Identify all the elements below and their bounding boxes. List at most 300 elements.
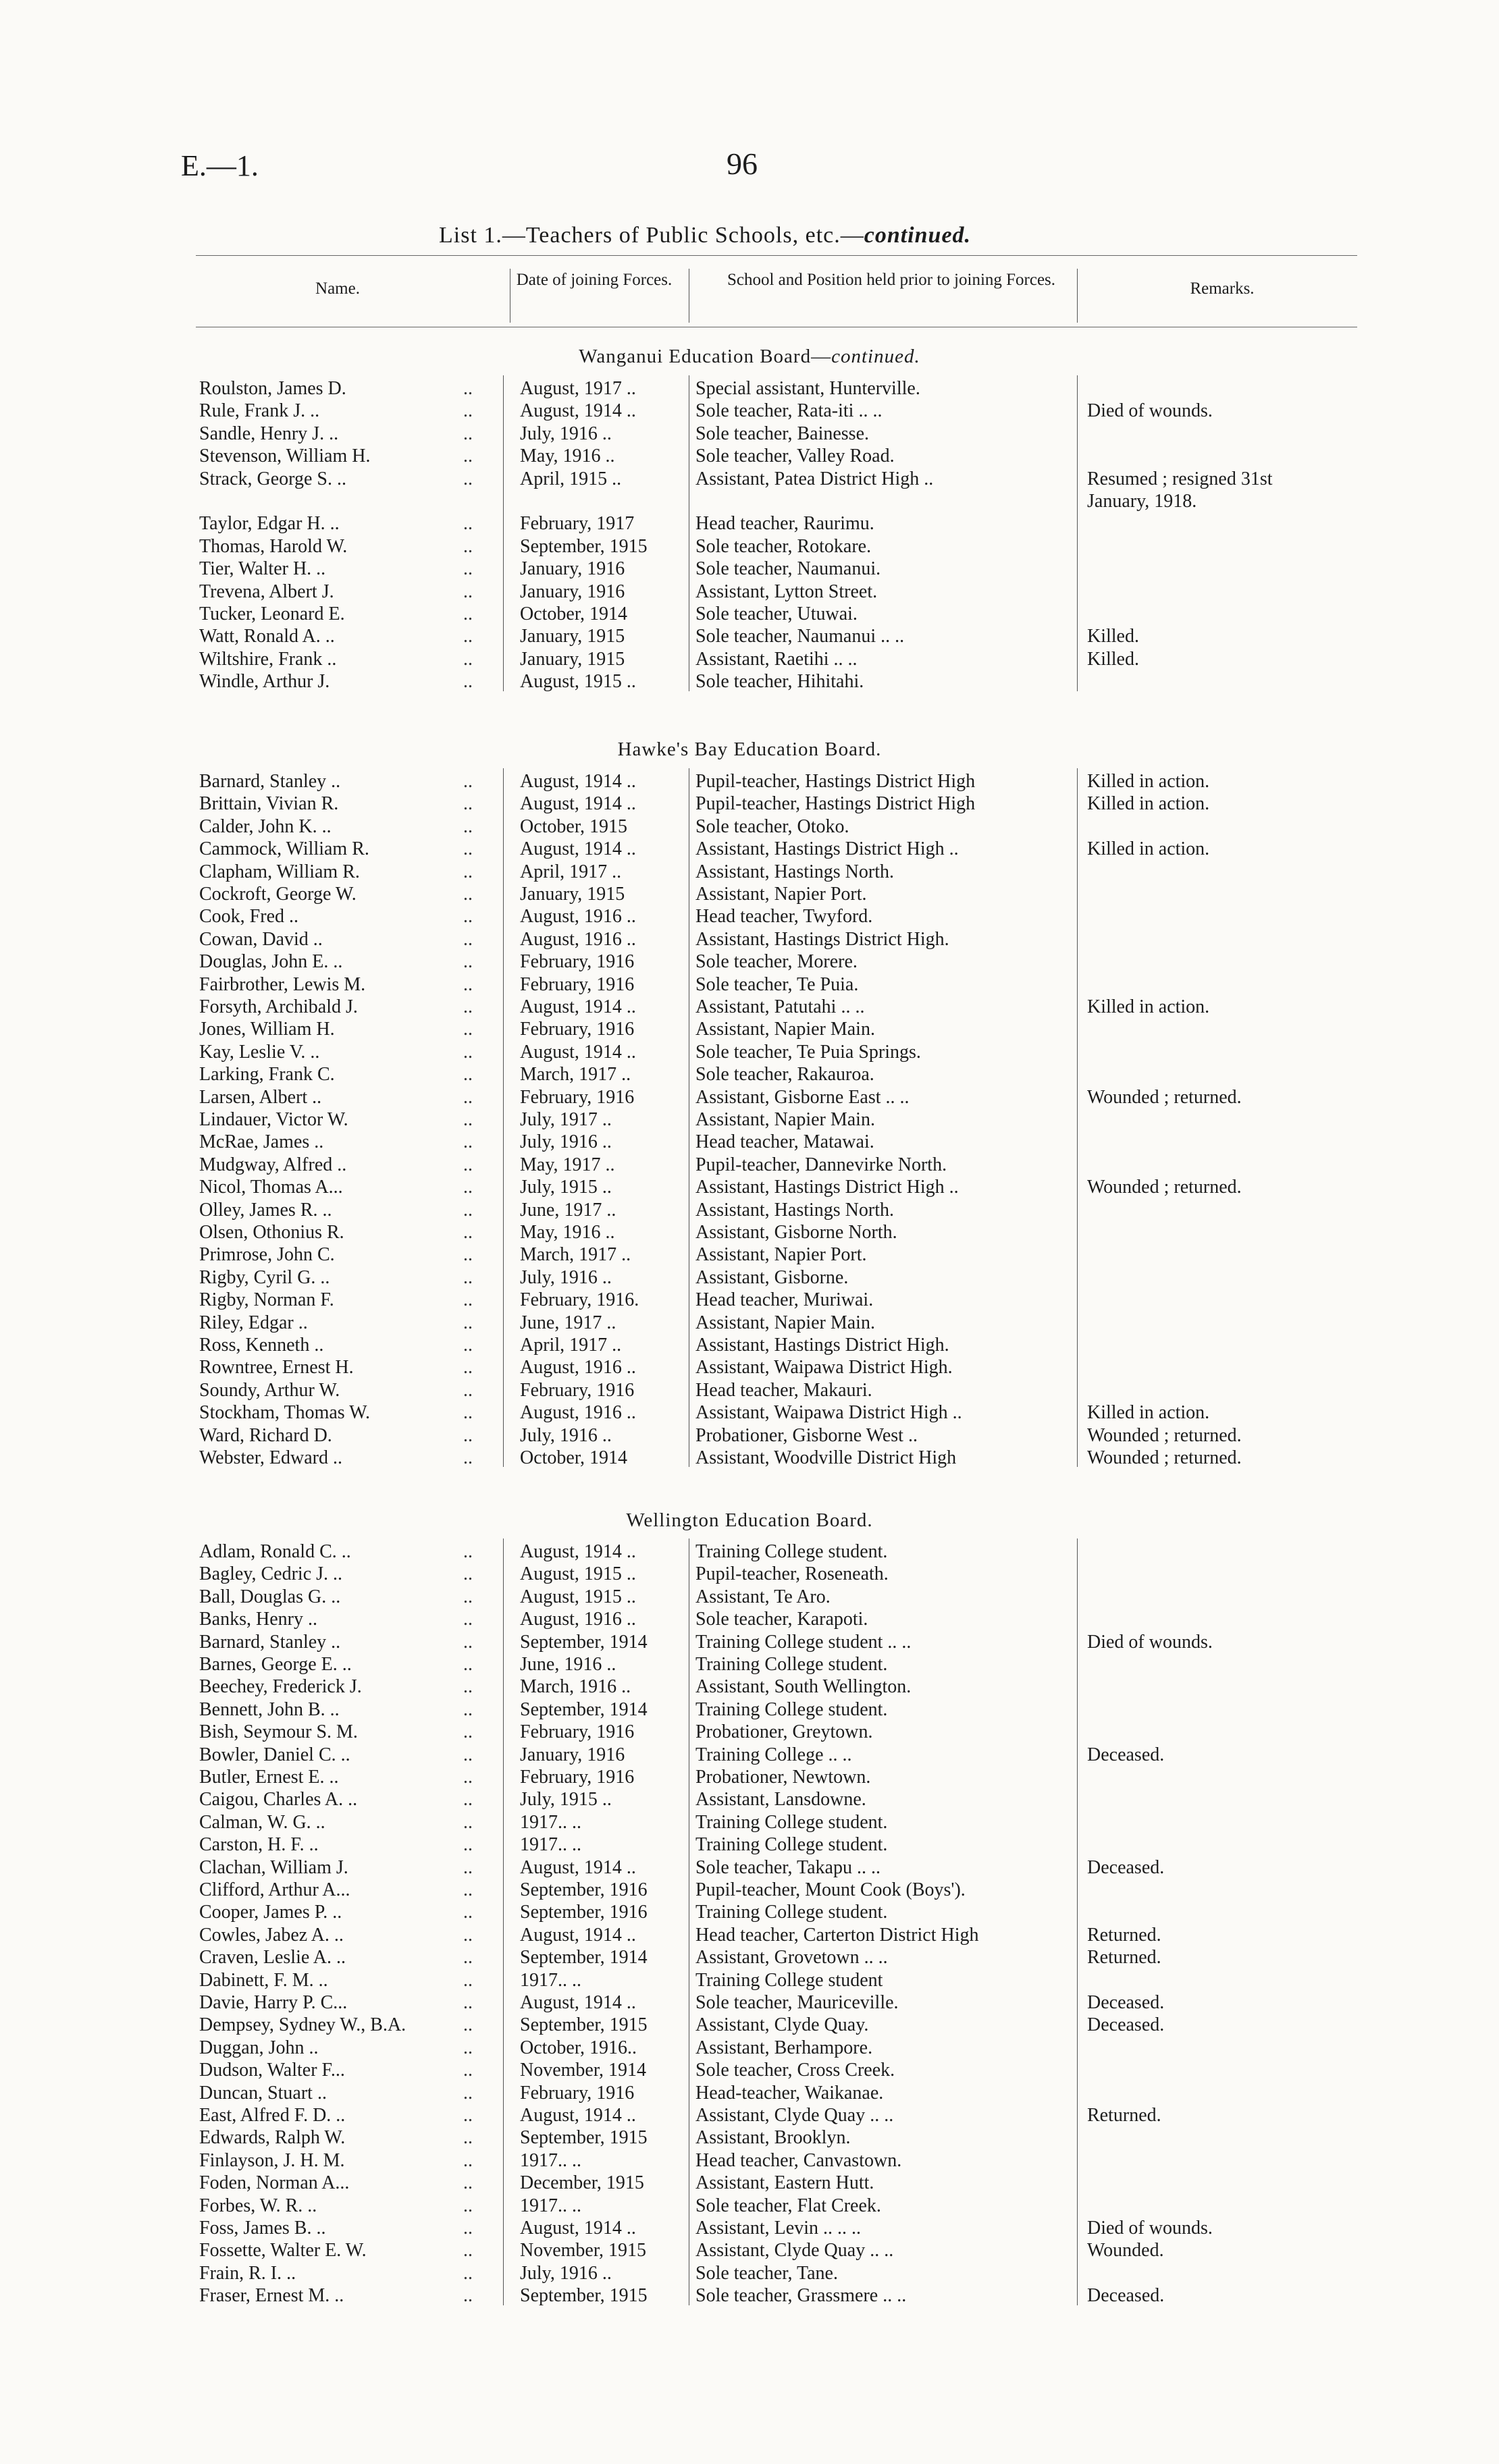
- date-joined: August, 1914 ..: [520, 2218, 636, 2239]
- column-header-name: Name.: [315, 279, 360, 298]
- remarks: Killed in action.: [1087, 996, 1210, 1017]
- prior-school-position: Probationer, Gisborne West ..: [695, 1425, 918, 1446]
- teacher-name: Cockroft, George W.: [199, 884, 357, 905]
- teacher-name: Cowles, Jabez A. ..: [199, 1925, 344, 1946]
- date-joined: August, 1914 ..: [520, 1925, 636, 1946]
- teacher-name: Clifford, Arthur A...: [199, 1879, 350, 1900]
- leader-dots: ..: [463, 1563, 473, 1584]
- table-row: [0, 771, 1499, 793]
- date-joined: August, 1914 ..: [520, 400, 636, 421]
- section-title: [0, 1509, 1499, 1532]
- teacher-name: Foden, Norman A...: [199, 2172, 350, 2193]
- leader-dots: ..: [463, 536, 473, 557]
- leader-dots: ..: [463, 1586, 473, 1607]
- date-joined: August, 1916 ..: [520, 1357, 636, 1378]
- date-joined: August, 1914 ..: [520, 996, 636, 1017]
- date-joined: February, 1916: [520, 1721, 635, 1742]
- leader-dots: ..: [463, 2285, 473, 2306]
- leader-dots: ..: [463, 951, 473, 972]
- table-row: [0, 2083, 1499, 2105]
- leader-dots: ..: [463, 1244, 473, 1265]
- prior-school-position: Assistant, Napier Port.: [695, 1244, 867, 1265]
- prior-school-position: Assistant, Hastings District High ..: [695, 838, 959, 859]
- date-joined: July, 1916 ..: [520, 1131, 612, 1152]
- prior-school-position: Assistant, South Wellington.: [695, 1676, 912, 1697]
- prior-school-position: Special assistant, Hunterville.: [695, 378, 920, 399]
- prior-school-position: Pupil-teacher, Hastings District High: [695, 771, 976, 792]
- teacher-name: Stockham, Thomas W.: [199, 1402, 371, 1423]
- table-row: [0, 378, 1499, 400]
- prior-school-position: Assistant, Waipawa District High.: [695, 1357, 953, 1378]
- table-row: [0, 1654, 1499, 1676]
- table-row: [0, 2195, 1499, 2218]
- remarks: Resumed ; resigned 31st: [1087, 468, 1273, 489]
- table-row: [0, 1087, 1499, 1109]
- teacher-name: Riley, Edgar ..: [199, 1312, 308, 1333]
- date-joined: January, 1915: [520, 649, 625, 670]
- prior-school-position: Assistant, Grovetown .. ..: [695, 1947, 888, 1968]
- prior-school-position: Sole teacher, Naumanui .. ..: [695, 626, 905, 647]
- date-joined: February, 1916: [520, 2083, 635, 2104]
- table-row: [0, 604, 1499, 626]
- teacher-name: Thomas, Harold W.: [199, 536, 348, 557]
- leader-dots: ..: [463, 446, 473, 466]
- remarks: Returned.: [1087, 1947, 1161, 1968]
- remarks: Wounded ; returned.: [1087, 1425, 1242, 1446]
- teacher-name: Nicol, Thomas A...: [199, 1177, 343, 1198]
- prior-school-position: Sole teacher, Flat Creek.: [695, 2195, 881, 2216]
- leader-dots: ..: [463, 1925, 473, 1946]
- date-joined: October, 1916..: [520, 2037, 637, 2058]
- prior-school-position: Sole teacher, Rata-iti .. ..: [695, 400, 883, 421]
- teacher-name: Edwards, Ralph W.: [199, 2127, 346, 2148]
- leader-dots: ..: [463, 558, 473, 579]
- prior-school-position: Assistant, Gisborne East .. ..: [695, 1087, 910, 1108]
- teacher-name: Primrose, John C.: [199, 1244, 335, 1265]
- date-joined: August, 1916 ..: [520, 1402, 636, 1423]
- date-joined: July, 1915 ..: [520, 1789, 612, 1810]
- date-joined: March, 1916 ..: [520, 1676, 631, 1697]
- table-row: [0, 838, 1499, 861]
- teacher-name: Bennett, John B. ..: [199, 1699, 340, 1720]
- date-joined: March, 1917 ..: [520, 1064, 631, 1085]
- prior-school-position: Sole teacher, Morere.: [695, 951, 858, 972]
- leader-dots: ..: [463, 2037, 473, 2058]
- table-row: [0, 861, 1499, 884]
- date-joined: February, 1917: [520, 513, 635, 534]
- prior-school-position: Training College student.: [695, 1654, 888, 1675]
- leader-dots: ..: [463, 1064, 473, 1085]
- header-separator-3: [1077, 269, 1078, 323]
- teacher-name: Wiltshire, Frank ..: [199, 649, 337, 670]
- teacher-name: Rigby, Cyril G. ..: [199, 1267, 330, 1288]
- remarks: Killed in action.: [1087, 838, 1210, 859]
- table-row: [0, 1244, 1499, 1266]
- teacher-name: Caigou, Charles A. ..: [199, 1789, 358, 1810]
- date-joined: August, 1915 ..: [520, 1586, 636, 1607]
- teacher-name: Ross, Kenneth ..: [199, 1335, 324, 1356]
- remarks: Returned.: [1087, 2105, 1161, 2126]
- teacher-name: Frain, R. I. ..: [199, 2263, 296, 2284]
- prior-school-position: Head teacher, Carterton District High: [695, 1925, 979, 1946]
- remarks: Died of wounds.: [1087, 400, 1213, 421]
- date-joined: August, 1917 ..: [520, 378, 636, 399]
- leader-dots: ..: [463, 1131, 473, 1152]
- remarks: Killed.: [1087, 626, 1139, 647]
- prior-school-position: Training College student.: [695, 1812, 888, 1833]
- teacher-name: Butler, Ernest E. ..: [199, 1767, 339, 1788]
- prior-school-position: Assistant, Waipawa District High ..: [695, 1402, 962, 1423]
- prior-school-position: Assistant, Levin .. .. ..: [695, 2218, 861, 2239]
- prior-school-position: Assistant, Hastings District High ..: [695, 1177, 959, 1198]
- date-joined: 1917.. ..: [520, 1970, 581, 1991]
- table-row: [0, 1834, 1499, 1856]
- prior-school-position: Training College student: [695, 1970, 883, 1991]
- prior-school-position: Assistant, Patutahi .. ..: [695, 996, 865, 1017]
- teacher-name: Bowler, Daniel C. ..: [199, 1744, 350, 1765]
- table-row: [0, 468, 1499, 491]
- section-title: [0, 739, 1499, 761]
- date-joined: November, 1914: [520, 2060, 647, 2081]
- leader-dots: ..: [463, 1721, 473, 1742]
- leader-dots: ..: [463, 996, 473, 1017]
- table-row: [0, 558, 1499, 581]
- teacher-name: Craven, Leslie A. ..: [199, 1947, 346, 1968]
- date-joined: August, 1914 ..: [520, 1541, 636, 1562]
- date-joined: August, 1916 ..: [520, 906, 636, 927]
- leader-dots: ..: [463, 838, 473, 859]
- teacher-name: Stevenson, William H.: [199, 446, 371, 466]
- list-title: [439, 223, 971, 248]
- teacher-name: Kay, Leslie V. ..: [199, 1042, 320, 1063]
- date-joined: July, 1916 ..: [520, 1267, 612, 1288]
- remarks: Returned.: [1087, 1925, 1161, 1946]
- table-row: [0, 2014, 1499, 2037]
- table-row: [0, 1177, 1499, 1199]
- section-title-text: Hawke's Bay Education Board.: [617, 739, 882, 760]
- teacher-name: Finlayson, J. H. M.: [199, 2150, 345, 2171]
- date-joined: July, 1916 ..: [520, 1425, 612, 1446]
- date-joined: August, 1914 ..: [520, 1992, 636, 2013]
- remarks: Killed in action.: [1087, 1402, 1210, 1423]
- table-row: [0, 2037, 1499, 2060]
- leader-dots: ..: [463, 884, 473, 905]
- prior-school-position: Assistant, Hastings District High.: [695, 1335, 949, 1356]
- teacher-name: Foss, James B. ..: [199, 2218, 326, 2239]
- leader-dots: ..: [463, 2263, 473, 2284]
- prior-school-position: Assistant, Clyde Quay.: [695, 2014, 869, 2035]
- prior-school-position: Sole teacher, Takapu .. ..: [695, 1857, 880, 1878]
- prior-school-position: Assistant, Hastings North.: [695, 861, 894, 882]
- date-joined: January, 1916: [520, 581, 625, 602]
- page-header-code: E.—1.: [181, 149, 259, 182]
- remarks: Died of wounds.: [1087, 2218, 1213, 2239]
- remarks: Wounded ; returned.: [1087, 1447, 1242, 1468]
- table-row: [0, 1335, 1499, 1357]
- table-row: [0, 951, 1499, 973]
- prior-school-position: Training College .. ..: [695, 1744, 852, 1765]
- prior-school-position: Sole teacher, Hihitahi.: [695, 671, 864, 692]
- teacher-name: Clachan, William J.: [199, 1857, 348, 1878]
- leader-dots: ..: [463, 2014, 473, 2035]
- prior-school-position: Training College student.: [695, 1541, 888, 1562]
- table-row: [0, 1222, 1499, 1244]
- leader-dots: ..: [463, 1789, 473, 1810]
- leader-dots: ..: [463, 2240, 473, 2261]
- teacher-name: Olley, James R. ..: [199, 1200, 332, 1221]
- teacher-name: Dabinett, F. M. ..: [199, 1970, 328, 1991]
- teacher-name: Watt, Ronald A. ..: [199, 626, 335, 647]
- table-row: [0, 1425, 1499, 1447]
- leader-dots: ..: [463, 1109, 473, 1130]
- leader-dots: ..: [463, 1947, 473, 1968]
- date-joined: September, 1914: [520, 1947, 648, 1968]
- prior-school-position: Assistant, Woodville District High: [695, 1447, 957, 1468]
- leader-dots: ..: [463, 1632, 473, 1653]
- table-row: [0, 1676, 1499, 1698]
- table-row: [0, 1042, 1499, 1064]
- prior-school-position: Head teacher, Raurimu.: [695, 513, 874, 534]
- table-row: [0, 1812, 1499, 1834]
- remarks: Wounded.: [1087, 2240, 1164, 2261]
- teacher-name: Jones, William H.: [199, 1019, 335, 1040]
- date-joined: 1917.. ..: [520, 1812, 581, 1833]
- date-joined: September, 1915: [520, 2127, 648, 2148]
- date-joined: June, 1917 ..: [520, 1200, 616, 1221]
- prior-school-position: Sole teacher, Cross Creek.: [695, 2060, 895, 2081]
- date-joined: January, 1916: [520, 1744, 625, 1765]
- leader-dots: ..: [463, 974, 473, 995]
- leader-dots: ..: [463, 929, 473, 950]
- remarks: Deceased.: [1087, 1992, 1165, 2013]
- teacher-name: Barnard, Stanley ..: [199, 1632, 341, 1653]
- remarks: January, 1918.: [1087, 491, 1197, 512]
- table-row: [0, 626, 1499, 648]
- leader-dots: ..: [463, 1902, 473, 1923]
- date-joined: September, 1914: [520, 1699, 648, 1720]
- leader-dots: ..: [463, 1970, 473, 1991]
- date-joined: November, 1915: [520, 2240, 647, 2261]
- date-joined: September, 1916: [520, 1879, 648, 1900]
- teacher-name: Roulston, James D.: [199, 378, 346, 399]
- date-joined: July, 1916 ..: [520, 2263, 612, 2284]
- date-joined: May, 1916 ..: [520, 446, 615, 466]
- table-row: [0, 1131, 1499, 1154]
- remarks: Killed in action.: [1087, 793, 1210, 814]
- header-top-rule: [196, 255, 1357, 256]
- date-joined: February, 1916: [520, 951, 635, 972]
- prior-school-position: Assistant, Raetihi .. ..: [695, 649, 858, 670]
- leader-dots: ..: [463, 1312, 473, 1333]
- teacher-name: Forsyth, Archibald J.: [199, 996, 358, 1017]
- section-title-suffix: continued.: [831, 346, 920, 367]
- leader-dots: ..: [463, 1541, 473, 1562]
- table-row: [0, 1402, 1499, 1424]
- table-row: [0, 1154, 1499, 1177]
- prior-school-position: Sole teacher, Rotokare.: [695, 536, 872, 557]
- table-row: [0, 996, 1499, 1019]
- teacher-name: Rule, Frank J. ..: [199, 400, 320, 421]
- date-joined: June, 1916 ..: [520, 1654, 616, 1675]
- leader-dots: ..: [463, 1676, 473, 1697]
- section-title-text: Wellington Education Board.: [626, 1509, 873, 1531]
- teacher-name: Dudson, Walter F...: [199, 2060, 345, 2081]
- table-row: [0, 793, 1499, 815]
- prior-school-position: Sole teacher, Naumanui.: [695, 558, 881, 579]
- prior-school-position: Sole teacher, Te Puia.: [695, 974, 859, 995]
- date-joined: August, 1916 ..: [520, 1609, 636, 1630]
- teacher-name: Calder, John K. ..: [199, 816, 332, 837]
- table-row: [0, 2263, 1499, 2285]
- date-joined: September, 1915: [520, 2285, 648, 2306]
- teacher-name: Sandle, Henry J. ..: [199, 423, 339, 444]
- table-row: [0, 906, 1499, 928]
- teacher-name: Fairbrother, Lewis M.: [199, 974, 366, 995]
- table-row: [0, 1789, 1499, 1811]
- remarks: Deceased.: [1087, 2285, 1165, 2306]
- leader-dots: ..: [463, 2127, 473, 2148]
- column-header-school: School and Position held prior to joining Forces.: [727, 271, 1056, 289]
- teacher-name: Duggan, John ..: [199, 2037, 319, 2058]
- date-joined: August, 1914 ..: [520, 2105, 636, 2126]
- table-row: [0, 1357, 1499, 1379]
- prior-school-position: Assistant, Patea District High ..: [695, 468, 934, 489]
- prior-school-position: Assistant, Te Aro.: [695, 1586, 831, 1607]
- teacher-name: Barnes, George E. ..: [199, 1654, 352, 1675]
- teacher-name: Barnard, Stanley ..: [199, 771, 341, 792]
- leader-dots: ..: [463, 2060, 473, 2081]
- date-joined: August, 1914 ..: [520, 793, 636, 814]
- remarks: Died of wounds.: [1087, 1632, 1213, 1653]
- date-joined: September, 1916: [520, 1902, 648, 1923]
- teacher-name: Duncan, Stuart ..: [199, 2083, 327, 2104]
- prior-school-position: Training College student .. ..: [695, 1632, 912, 1653]
- date-joined: April, 1915 ..: [520, 468, 622, 489]
- leader-dots: ..: [463, 400, 473, 421]
- leader-dots: ..: [463, 1222, 473, 1243]
- table-row: [0, 1992, 1499, 2014]
- teacher-name: Cammock, William R.: [199, 838, 369, 859]
- table-row: [0, 929, 1499, 951]
- prior-school-position: Assistant, Brooklyn.: [695, 2127, 851, 2148]
- leader-dots: ..: [463, 1019, 473, 1040]
- date-joined: January, 1916: [520, 558, 625, 579]
- prior-school-position: Assistant, Eastern Hutt.: [695, 2172, 874, 2193]
- list-title-suffix: continued.: [864, 223, 972, 248]
- leader-dots: ..: [463, 1812, 473, 1833]
- teacher-name: Dempsey, Sydney W., B.A.: [199, 2014, 406, 2035]
- prior-school-position: Pupil-teacher, Roseneath.: [695, 1563, 889, 1584]
- leader-dots: ..: [463, 1879, 473, 1900]
- teacher-name: Mudgway, Alfred ..: [199, 1154, 347, 1175]
- table-row: [0, 1019, 1499, 1041]
- date-joined: 1917.. ..: [520, 2195, 581, 2216]
- leader-dots: ..: [463, 1857, 473, 1878]
- table-row: [0, 581, 1499, 604]
- teacher-name: Beechey, Frederick J.: [199, 1676, 362, 1697]
- date-joined: August, 1916 ..: [520, 929, 636, 950]
- leader-dots: ..: [463, 1744, 473, 1765]
- leader-dots: ..: [463, 581, 473, 602]
- section-title: [0, 346, 1499, 368]
- date-joined: 1917.. ..: [520, 2150, 581, 2171]
- remarks: Wounded ; returned.: [1087, 1087, 1242, 1108]
- leader-dots: ..: [463, 649, 473, 670]
- date-joined: October, 1915: [520, 816, 628, 837]
- date-joined: September, 1914: [520, 1632, 648, 1653]
- date-joined: February, 1916: [520, 1380, 635, 1401]
- remarks: Deceased.: [1087, 1857, 1165, 1878]
- table-row: [0, 816, 1499, 838]
- prior-school-position: Sole teacher, Otoko.: [695, 816, 849, 837]
- teacher-name: Davie, Harry P. C...: [199, 1992, 348, 2013]
- date-joined: September, 1915: [520, 536, 648, 557]
- teacher-name: Olsen, Othonius R.: [199, 1222, 344, 1243]
- date-joined: July, 1916 ..: [520, 423, 612, 444]
- teacher-name: Taylor, Edgar H. ..: [199, 513, 340, 534]
- date-joined: 1917.. ..: [520, 1834, 581, 1855]
- table-row: [0, 2105, 1499, 2127]
- table-row: [0, 649, 1499, 671]
- table-row: [0, 1721, 1499, 1744]
- teacher-name: Carston, H. F. ..: [199, 1834, 319, 1855]
- prior-school-position: Assistant, Lytton Street.: [695, 581, 878, 602]
- leader-dots: ..: [463, 1335, 473, 1356]
- table-row: [0, 1064, 1499, 1086]
- date-joined: August, 1914 ..: [520, 1042, 636, 1063]
- date-joined: February, 1916: [520, 1767, 635, 1788]
- table-row: [0, 1541, 1499, 1563]
- teacher-name: Trevena, Albert J.: [199, 581, 334, 602]
- leader-dots: ..: [463, 2083, 473, 2104]
- date-joined: June, 1917 ..: [520, 1312, 616, 1333]
- table-row: [0, 1586, 1499, 1609]
- table-row: [0, 2218, 1499, 2240]
- date-joined: January, 1915: [520, 884, 625, 905]
- table-row: [0, 1200, 1499, 1222]
- table-row: [0, 513, 1499, 535]
- table-row: [0, 671, 1499, 693]
- remarks: Deceased.: [1087, 2014, 1165, 2035]
- date-joined: August, 1914 ..: [520, 1857, 636, 1878]
- prior-school-position: Sole teacher, Bainesse.: [695, 423, 870, 444]
- leader-dots: ..: [463, 378, 473, 399]
- table-row: [0, 1699, 1499, 1721]
- leader-dots: ..: [463, 1042, 473, 1063]
- leader-dots: ..: [463, 1200, 473, 1221]
- prior-school-position: Sole teacher, Valley Road.: [695, 446, 895, 466]
- teacher-name: Cooper, James P. ..: [199, 1902, 342, 1923]
- table-row: [0, 1289, 1499, 1312]
- table-row: [0, 536, 1499, 558]
- teacher-name: Windle, Arthur J.: [199, 671, 330, 692]
- prior-school-position: Training College student.: [695, 1834, 888, 1855]
- table-row: [0, 1632, 1499, 1654]
- teacher-name: Cowan, David ..: [199, 929, 323, 950]
- teacher-name: Bish, Seymour S. M.: [199, 1721, 358, 1742]
- teacher-name: Ward, Richard D.: [199, 1425, 332, 1446]
- table-row: [0, 2240, 1499, 2262]
- date-joined: August, 1915 ..: [520, 1563, 636, 1584]
- date-joined: May, 1917 ..: [520, 1154, 615, 1175]
- table-row: [0, 400, 1499, 423]
- leader-dots: ..: [463, 1357, 473, 1378]
- table-row: [0, 1312, 1499, 1335]
- prior-school-position: Training College student.: [695, 1902, 888, 1923]
- teacher-name: Rigby, Norman F.: [199, 1289, 334, 1310]
- date-joined: February, 1916.: [520, 1289, 639, 1310]
- leader-dots: ..: [463, 1087, 473, 1108]
